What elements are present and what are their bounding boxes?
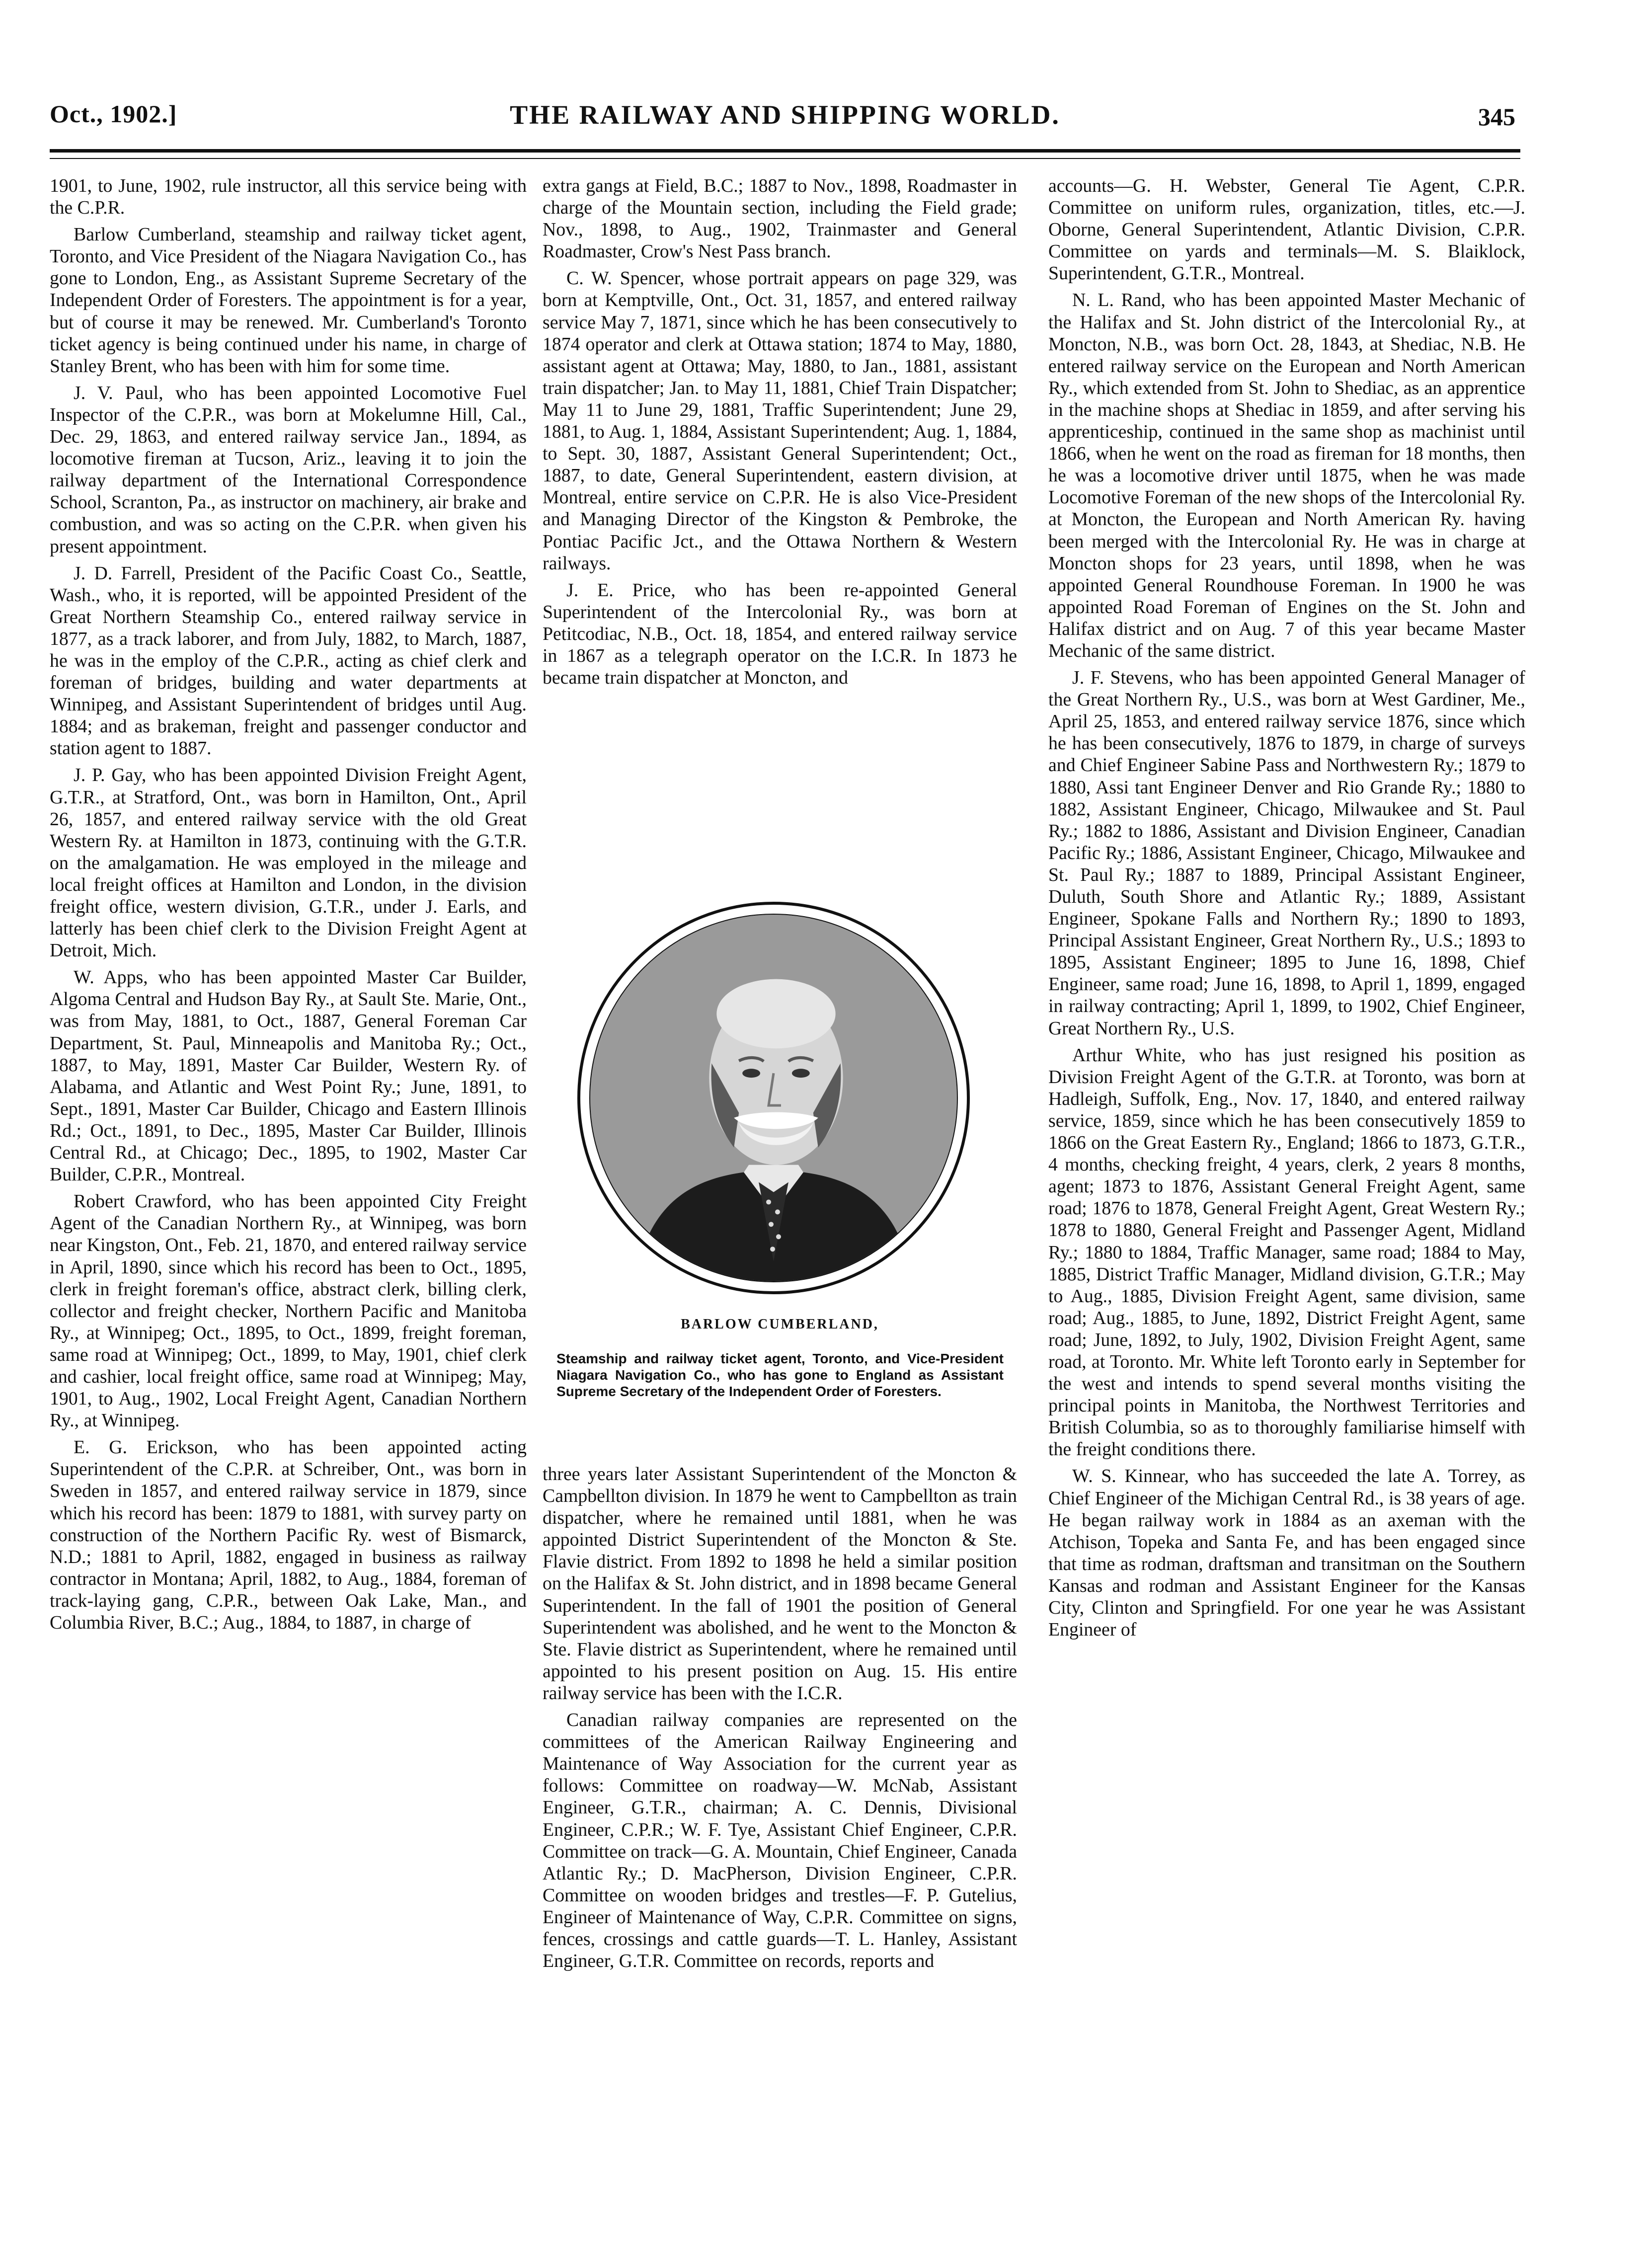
page-header	[50, 99, 1520, 144]
article-paragraph: C. W. Spencer, whose portrait appears on page 329, was born at Kemptville, Ont., Oct. 31, 1857, and entered railway service May 7, 1871, since which he has been consecutively to 1874 operator and clerk at Ottawa station; 1874 to May, 1880, assistant agent at Ottawa; May, 1880, to Jan., 1881, assistant train dispatcher; Jan. to May 11, 1881, Chief Train Dispatcher; May 11 to June 29, 1881, Traffic Superintendent; June 29, 1881, to Aug. 1, 1884, Assistant Superintendent; Aug. 1, 1884, to Sept. 30, 1887, Assistant General Superintendent; Oct., 1887, to date, General Superintendent, eastern division, at Montreal, entire service on C.P.R. He is also Vice-President and Managing Director of the Kingston & Pembroke, the Pontiac Pacific Jct., and the Ottawa Northern & Western railways.	[543, 268, 1017, 574]
article-paragraph: Arthur White, who has just resigned his position as Division Freight Agent of the G.T.R. at Toronto, was born at Hadleigh, Suffolk, Eng., Nov. 17, 1840, and entered railway service, 1859, since which he has been consecutively 1859 to 1866 on the Great Eastern Ry., England; 1866 to 1873, G.T.R., 4 months, checking freight, 4 years, clerk, 2 years 8 months, agent; 1873 to 1876, Assistant General Freight Agent, same road; 1876 to 1878, General Freight Agent, Great Western Ry.; 1878 to 1880, General Freight and Passenger Agent, Midland Ry.; 1880 to 1884, Traffic Manager, same road; 1884 to May, 1885, District Traffic Manager, Midland division, G.T.R.; May to Aug., 1885, Division Freight Agent, same division, same road; Aug., 1885, to June, 1892, District Freight Agent, same road; June, 1892, to July, 1902, Division Freight Agent, same road, at Toronto. Mr. White left Toronto early in September for the west and intends to spend several months visiting the principal points in Manitoba, the Northwest Territories and British Columbia, so as to thoroughly familiarise himself with the freight conditions there.	[1048, 1044, 1525, 1460]
article-paragraph: Barlow Cumberland, steamship and railway ticket agent, Toronto, and Vice President of the Niagara Navigation Co., has gone to London, Eng., as Assistant Supreme Secretary of the Independent Order of Foresters. The appointment is for a year, but of course it may be renewed. Mr. Cumberland's Toronto ticket agency is being continued under his name, in charge of Stanley Brent, who has been with him for some time.	[50, 224, 527, 377]
article-paragraph: Canadian railway companies are represented on the committees of the American Railway Engineering and Maintenance of Way Association for the current year as follows: Committee on roadway—W. McNab, Assistant Engineer, G.T.R., chairman; A. C. Dennis, Divisional Engineer, C.P.R.; W. F. Tye, Assistant Chief Engineer, C.P.R. Committee on track—G. A. Mountain, Chief Engineer, Canada Atlantic Ry.; D. MacPherson, Division Engineer, C.P.R. Committee on wooden bridges and trestles—F. P. Gutelius, Engineer of Maintenance of Way, C.P.R. Committee on signs, fences, crossings and cattle guards—T. L. Hanley, Assistant Engineer, G.T.R. Committee on records, reports and	[543, 1710, 1017, 1972]
article-paragraph: J. F. Stevens, who has been appointed General Manager of the Great Northern Ry., U.S., was born at West Gardiner, Me., April 25, 1853, and entered railway service 1876, since which he has been consecutively, 1876 to 1879, in charge of surveys and Chief Engineer Sabine Pass and Northwestern Ry.; 1879 to 1880, Assi tant Engineer Denver and Rio Grande Ry.; 1880 to 1882, Assistant Engineer, Chicago, Milwaukee and St. Paul Ry.; 1882 to 1886, Assistant and Division Engineer, Canadian Pacific Ry.; 1886, Assistant Engineer, Chicago, Milwaukee and St. Paul Ry.; 1887 to 1889, Principal Assistant Engineer, Duluth, South Shore and Atlantic Ry.; 1889, Assistant Engineer, Spokane Falls and Northern Ry.; 1890 to 1893, Principal Assistant Engineer, Great Northern Ry., U.S.; 1893 to 1895, Assistant Engineer; 1895 to June 16, 1898, Chief Engineer, same road; June 16, 1898, to April 1, 1899, engaged in railway contracting; April 1, 1899, to 1902, Chief Engineer, Great Northern Ry., U.S.	[1048, 667, 1525, 1039]
header-rule-thin	[50, 158, 1520, 159]
article-paragraph: accounts—G. H. Webster, General Tie Agent, C.P.R. Committee on uniform rules, organization, titles, etc.—J. Oborne, General Superintendent, Atlantic Division, C.P.R. Committee on yards and terminals—M. S. Blaiklock, Superintendent, G.T.R., Montreal.	[1048, 175, 1525, 284]
article-paragraph: Robert Crawford, who has been appointed City Freight Agent of the Canadian Northern Ry., at Winnipeg, was born near Kingston, Ont., Feb. 21, 1870, and entered railway service in April, 1890, since which his record has been to Oct., 1895, clerk in freight foreman's office, abstract clerk, billing clerk, collector and freight checker, Northern Pacific and Manitoba Ry., at Winnipeg; Oct., 1895, to Oct., 1899, freight foreman, same road at Winnipeg; Oct., 1899, to May, 1901, chief clerk and cashier, local freight office, same road at Winnipeg; May, 1901, to Aug., 1902, Local Freight Agent, Canadian Northern Ry., at Winnipeg.	[50, 1191, 527, 1431]
article-paragraph: N. L. Rand, who has been appointed Master Mechanic of the Halifax and St. John district of the Intercolonial Ry., at Moncton, N.B., was born Oct. 28, 1843, at Shediac, N.B. He entered railway service on the European and North American Ry., which extended from St. John to Shediac, as an apprentice in the machine shops at Shediac in 1859, and after serving his apprenticeship, continued in the same shop as machinist until 1866, when he went on the road as fireman for 18 months, then he was a locomotive driver until 1875, when he was made Locomotive Foreman of the new shops of the Intercolonial Ry. at Moncton, the European and North American Ry. having been merged with the Intercolonial Ry. He was in charge at Moncton shops for 23 years, until 1898, when he was appointed General Roundhouse Foreman. In 1900 he was appointed Road Foreman of Engines on the St. John and Halifax district and on Aug. 7 of this year became Master Mechanic of the same district.	[1048, 290, 1525, 661]
article-paragraph: 1901, to June, 1902, rule instructor, all this service being with the C.P.R.	[50, 175, 527, 219]
article-paragraph: W. Apps, who has been appointed Master Car Builder, Algoma Central and Hudson Bay Ry., at Sault Ste. Marie, Ont., was from May, 1881, to Oct., 1887, General Foreman Car Department, St. Paul, Minneapolis and Manitoba Ry.; Oct., 1887, to May, 1891, Master Car Builder, Western Ry. of Alabama, and Atlantic and West Point Ry.; June, 1891, to Sept., 1891, Master Car Builder, Chicago and Eastern Illinois Rd.; Oct., 1891, to Dec., 1895, Master Car Builder, Illinois Central Rd., at Chicago; Dec., 1895, to 1902, Master Car Builder, C.P.R., Montreal.	[50, 967, 527, 1185]
article-paragraph: W. S. Kinnear, who has succeeded the late A. Torrey, as Chief Engineer of the Michigan Central Rd., is 38 years of age. He began railway work in 1884 as an axeman with the Atchison, Topeka and Santa Fe, and has been engaged since that time as rodman, draftsman and transitman on the Southern Kansas and rodman and Assistant Engineer for the Kansas City, Clinton and Springfield. For one year he was Assistant Engineer of	[1048, 1466, 1525, 1641]
article-paragraph: J. V. Paul, who has been appointed Locomotive Fuel Inspector of the C.P.R., was born at Mokelumne Hill, Cal., Dec. 29, 1863, and entered railway service Jan., 1894, as locomotive fireman at Tucson, Ariz., leaving it to join the railway department of the International Correspondence School, Scranton, Pa., as instructor on machinery, air brake and combustion, and was so acting on the C.P.R. when given his present appointment.	[50, 382, 527, 557]
article-paragraph: J. P. Gay, who has been appointed Division Freight Agent, G.T.R., at Stratford, Ont., was born in Hamilton, Ont., April 26, 1857, and entered railway service with the old Great Western Ry. at Hamilton in 1873, continuing with the G.T.R. on the amalgamation. He was employed in the mileage and local freight offices at Hamilton and London, in the division freight office, western division, G.T.R., under J. Earls, and latterly has been chief clerk to the Division Freight Agent at Detroit, Mich.	[50, 765, 527, 961]
column-middle-bottom	[543, 1463, 1017, 1972]
publication-title: THE RAILWAY AND SHIPPING WORLD.	[510, 100, 1060, 130]
portrait-caption-title: BARLOW CUMBERLAND,	[681, 1317, 879, 1332]
article-paragraph: J. E. Price, who has been re-appointed General Superintendent of the Intercolonial Ry., was born at Petitcodiac, N.B., Oct. 18, 1854, and entered railway service in 1867 as a telegraph operator on the I.C.R. In 1873 he became train dispatcher at Moncton, and	[543, 579, 1017, 689]
article-paragraph: E. G. Erickson, who has been appointed acting Superintendent of the C.P.R. at Schreiber, Ont., was born in Sweden in 1857, and entered railway service in 1879, since which his record has been: 1879 to 1881, with survey party on construction of the Northern Pacific Ry. west of Bismarck, N.D.; 1881 to April, 1882, engaged in business as railway contractor in Montana; April, 1882, to Aug., 1884, foreman of track-laying gang, C.P.R., between Oak Lake, Man., and Columbia River, B.C.; Aug., 1884, to 1887, in charge of	[50, 1437, 527, 1633]
column-middle-top	[543, 175, 1017, 689]
issue-date: Oct., 1902.]	[50, 100, 177, 128]
article-paragraph: three years later Assistant Superintendent of the Moncton & Campbellton division. In 1879 he went to Campbellton as train dispatcher, where he remained until 1881, when he was appointed District Superintendent of the Moncton & Ste. Flavie district. From 1892 to 1898 he held a similar position on the Halifax & St. John district, and in 1898 became General Superintendent. In the fall of 1901 the position of General Superintendent was abolished, and he went to the Moncton & Ste. Flavie district as Superintendent, where he remained until appointed to his present position on Aug. 15. His entire railway service has been with the I.C.R.	[543, 1464, 1017, 1704]
page-number: 345	[1478, 103, 1515, 131]
article-paragraph: J. D. Farrell, President of the Pacific Coast Co., Seattle, Wash., who, it is reported, will be appointed President of the Great Northern Steamship Co., entered railway service in 1877, as a track laborer, and from July, 1882, to March, 1887, he was in the employ of the C.P.R., acting as chief clerk and foreman of bridges, building and water departments at Winnipeg, and Assistant Superintendent of bridges until Aug. 1884; and as brakeman, freight and passenger conductor and station agent to 1887.	[50, 562, 527, 759]
article-paragraph: extra gangs at Field, B.C.; 1887 to Nov., 1898, Roadmaster in charge of the Mountain section, including the Field grade; Nov., 1898, to Aug., 1902, Trainmaster and General Roadmaster, Crow's Nest Pass branch.	[543, 175, 1017, 262]
column-right	[1048, 175, 1525, 1641]
portrait-caption-body: Steamship and railway ticket agent, Toronto, and Vice-President Niagara Navigation Co., who has gone to England as Assistant Supreme Secretary of the Independent Order of Foresters.	[556, 1351, 1004, 1399]
header-rule-thick	[50, 149, 1520, 153]
portrait-illustration	[590, 915, 957, 1281]
portrait-frame	[577, 902, 970, 1294]
portrait-photo	[589, 914, 958, 1282]
column-left	[50, 175, 527, 1634]
